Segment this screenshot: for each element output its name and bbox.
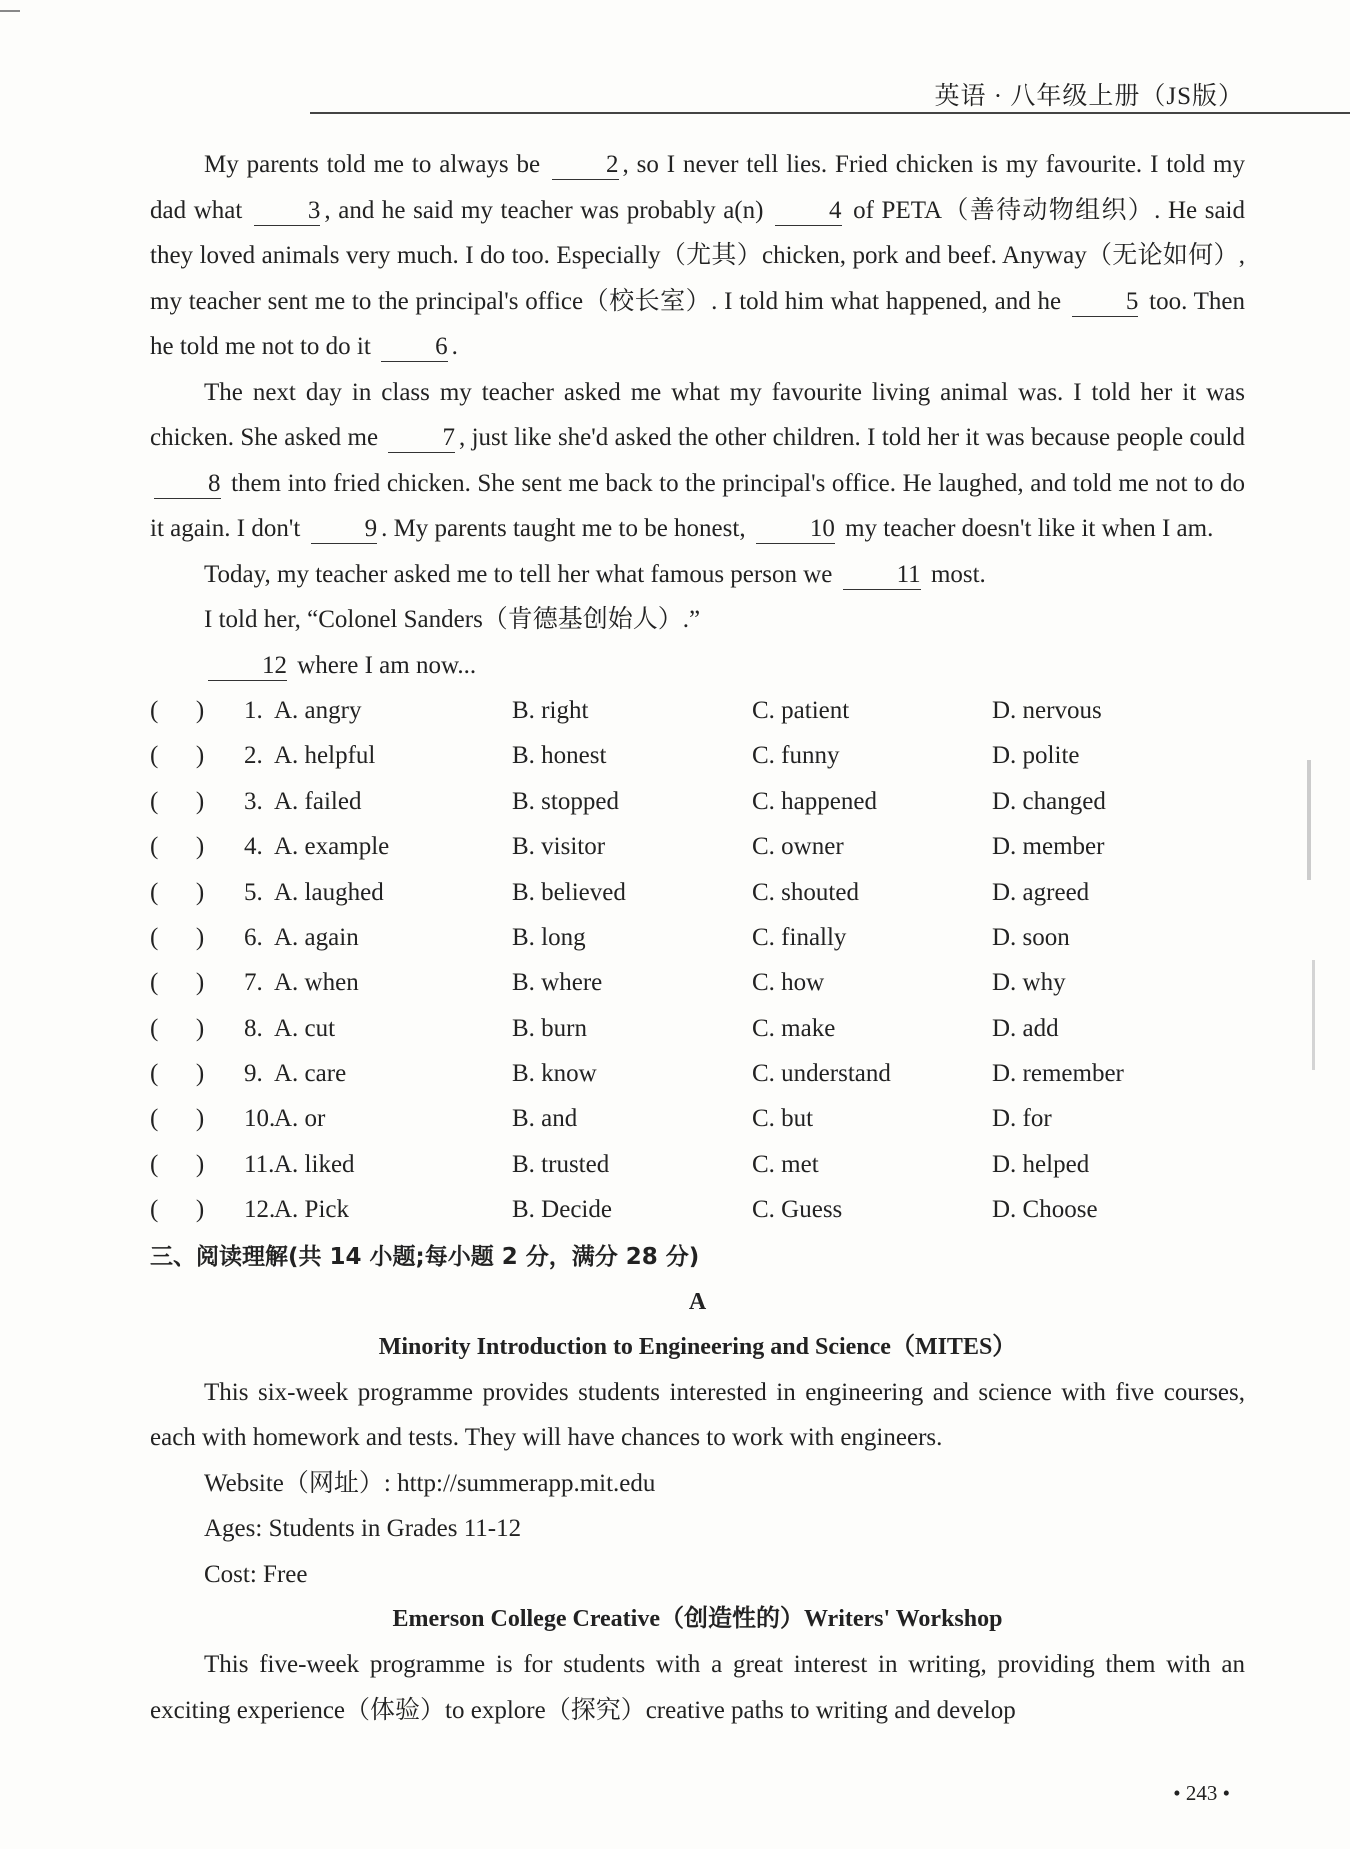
choice-row — [150, 733, 1245, 778]
passage-text: where I am now... — [291, 651, 477, 679]
passage-text: Today, my teacher asked me to tell her what famous person we — [204, 560, 839, 588]
emerson-description: This five-week programme is for students with a great interest in writing, providing them with an exciting experience（体验）to explore（探究）creative paths to writing and develop — [150, 1651, 1245, 1724]
option-a[interactable]: A. when — [274, 969, 359, 997]
question-number: 8. — [244, 1014, 263, 1042]
option-b[interactable]: B. right — [512, 696, 589, 724]
passage-text: too. Then he told me not to do it — [150, 287, 1245, 360]
option-b[interactable]: B. stopped — [512, 787, 619, 815]
question-number: 3. — [244, 787, 263, 815]
option-b[interactable]: B. burn — [512, 1014, 587, 1042]
passage-text: , so I never tell lies. Fried chicken is my favourite. I told my dad what — [150, 151, 1245, 224]
option-c[interactable]: C. but — [752, 1105, 814, 1133]
page-content — [150, 142, 1245, 1733]
answer-blank[interactable]: 11 — [843, 561, 921, 590]
option-b[interactable]: B. and — [512, 1105, 578, 1133]
scan-artifact — [0, 10, 20, 12]
question-number: 12. — [244, 1196, 276, 1224]
page-header — [0, 66, 1350, 116]
question-number: 5. — [244, 878, 263, 906]
option-d[interactable]: D. Choose — [992, 1196, 1098, 1224]
scan-artifact — [1312, 960, 1315, 1070]
choice-row — [150, 824, 1245, 869]
passage-text: my teacher doesn't like it when I am. — [838, 515, 1214, 542]
answer-paren[interactable]: ( ) — [150, 696, 205, 724]
choice-row — [150, 960, 1245, 1005]
option-c[interactable]: C. make — [752, 1014, 836, 1042]
answer-paren[interactable]: ( ) — [150, 1014, 205, 1042]
passage-text: . — [451, 333, 458, 360]
passage-text: I told her, “Colonel Sanders（肯德基创始人）.” — [204, 606, 701, 633]
mites-website: Website（网址）: http://summerapp.mit.edu — [204, 1469, 656, 1497]
option-d[interactable]: D. soon — [992, 923, 1070, 951]
answer-blank[interactable]: 6 — [381, 333, 448, 362]
passage-paragraph — [150, 552, 1245, 598]
option-b[interactable]: B. believed — [512, 878, 626, 906]
answer-paren[interactable]: ( ) — [150, 1196, 205, 1224]
answer-paren[interactable]: ( ) — [150, 878, 205, 906]
option-a[interactable]: A. example — [274, 833, 390, 861]
option-a[interactable]: A. failed — [274, 787, 362, 815]
option-a[interactable]: A. again — [274, 923, 359, 951]
option-c[interactable]: C. how — [752, 969, 825, 997]
passage-text: them into fried chicken. She sent me back to the principal's office. He laughed, and told me not to do it again. I don't — [150, 469, 1245, 542]
passage-text: , just like she'd asked the other children. I told her it was because people could — [458, 424, 1245, 451]
option-d[interactable]: D. changed — [992, 787, 1106, 815]
question-number: 4. — [244, 833, 263, 861]
choice-list — [150, 688, 1245, 1233]
option-b[interactable]: B. where — [512, 969, 603, 997]
option-b[interactable]: B. trusted — [512, 1150, 610, 1178]
passage-paragraph — [150, 142, 1245, 370]
option-b[interactable]: B. honest — [512, 742, 607, 770]
passage-text: My parents told me to always be — [204, 151, 549, 178]
answer-blank[interactable]: 4 — [775, 197, 842, 226]
option-b[interactable]: B. Decide — [512, 1196, 612, 1224]
option-d[interactable]: D. why — [992, 969, 1066, 997]
answer-paren[interactable]: ( ) — [150, 1060, 205, 1088]
answer-paren[interactable]: ( ) — [150, 742, 205, 770]
answer-paren[interactable]: ( ) — [150, 1150, 205, 1178]
question-number: 2. — [244, 742, 263, 770]
answer-paren[interactable]: ( ) — [150, 923, 205, 951]
header-title: 英语 · 八年级上册（JS版） — [934, 83, 1244, 110]
part-label: A — [688, 1288, 707, 1315]
answer-blank[interactable]: 8 — [154, 470, 221, 499]
option-a[interactable]: A. Pick — [274, 1196, 349, 1224]
option-a[interactable]: A. cut — [274, 1014, 336, 1042]
passage-text: The next day in class my teacher asked me what my favourite living animal was. I told her it was chicken. She asked me — [150, 378, 1245, 451]
option-c[interactable]: C. met — [752, 1150, 819, 1178]
section-title: 三、阅读理解(共 14 小题;每小题 2 分，满分 28 分) — [150, 1243, 700, 1270]
question-number: 11. — [244, 1150, 275, 1178]
choice-row — [150, 1006, 1245, 1051]
passage-text: most. — [924, 560, 986, 588]
passage-text: , and he said my teacher was probably a(n) — [324, 196, 772, 224]
answer-paren[interactable]: ( ) — [150, 969, 205, 997]
choice-row — [150, 1097, 1245, 1142]
option-c[interactable]: C. understand — [752, 1060, 891, 1088]
choice-row — [150, 915, 1245, 960]
option-d[interactable]: D. polite — [992, 742, 1080, 770]
option-a[interactable]: A. care — [274, 1060, 347, 1088]
scan-artifact — [1307, 760, 1311, 880]
option-d[interactable]: D. member — [992, 833, 1105, 861]
answer-blank[interactable]: 5 — [1072, 288, 1139, 317]
answer-blank[interactable]: 3 — [254, 197, 321, 226]
option-c[interactable]: C. happened — [752, 787, 877, 815]
mites-description: This six-week programme provides students interested in engineering and science with five courses, each with homework and tests. They will have chances to work with engineers. — [150, 1378, 1245, 1452]
choice-row — [150, 1142, 1245, 1187]
question-number: 9. — [244, 1060, 263, 1088]
mites-ages: Ages: Students in Grades 11-12 — [204, 1515, 522, 1543]
choice-row — [150, 688, 1245, 733]
question-number: 1. — [244, 696, 263, 724]
emerson-title: Emerson College Creative（创造性的）Writers' Workshop — [392, 1606, 1003, 1633]
choice-row — [150, 779, 1245, 824]
passage-paragraph — [150, 597, 1245, 643]
header-rule — [310, 112, 1350, 114]
option-b[interactable]: B. visitor — [512, 833, 606, 861]
option-b[interactable]: B. know — [512, 1060, 597, 1088]
passage-text: . My parents taught me to be honest, — [381, 515, 752, 542]
answer-blank[interactable]: 2 — [552, 151, 619, 180]
question-number: 7. — [244, 969, 263, 997]
option-c[interactable]: C. funny — [752, 742, 840, 770]
answer-blank[interactable]: 10 — [756, 515, 835, 544]
answer-blank[interactable]: 12 — [208, 652, 287, 681]
answer-paren[interactable]: ( ) — [150, 1105, 205, 1133]
option-a[interactable]: A. helpful — [274, 742, 376, 770]
choice-row — [150, 1051, 1245, 1096]
choice-row — [150, 870, 1245, 915]
option-d[interactable]: D. nervous — [992, 696, 1102, 724]
option-c[interactable]: C. patient — [752, 696, 850, 724]
answer-blank[interactable]: 9 — [311, 515, 378, 544]
answer-blank[interactable]: 7 — [388, 424, 455, 453]
option-a[interactable]: A. laughed — [274, 878, 384, 906]
option-d[interactable]: D. add — [992, 1014, 1059, 1042]
mites-title: Minority Introduction to Engineering and Science（MITES） — [378, 1333, 1017, 1360]
option-d[interactable]: D. helped — [992, 1150, 1090, 1178]
option-c[interactable]: C. finally — [752, 923, 847, 951]
option-c[interactable]: C. shouted — [752, 878, 859, 906]
page-number: • 243 • — [1173, 1781, 1230, 1805]
passage-text: of PETA（善待动物组织）. He said they loved animals very much. I do too. Especially（尤其）chicken, pork and beef. Anyway（无论如何）, my teacher sent me to the principal's office（校长室）. I told him what happened, and he — [150, 196, 1246, 315]
option-b[interactable]: B. long — [512, 923, 586, 951]
option-a[interactable]: A. angry — [274, 696, 362, 724]
option-d[interactable]: D. remember — [992, 1060, 1124, 1088]
option-c[interactable]: C. Guess — [752, 1196, 843, 1224]
question-number: 6. — [244, 923, 263, 951]
mites-cost: Cost: Free — [204, 1560, 308, 1588]
cloze-passage — [150, 142, 1245, 688]
option-a[interactable]: A. or — [274, 1105, 326, 1133]
answer-paren[interactable]: ( ) — [150, 787, 205, 815]
choice-row — [150, 1187, 1245, 1232]
option-c[interactable]: C. owner — [752, 833, 844, 861]
question-number: 10. — [244, 1105, 276, 1133]
option-d[interactable]: D. agreed — [992, 878, 1090, 906]
answer-paren[interactable]: ( ) — [150, 833, 205, 861]
option-a[interactable]: A. liked — [274, 1150, 355, 1178]
option-d[interactable]: D. for — [992, 1105, 1052, 1133]
passage-paragraph — [150, 370, 1245, 552]
passage-paragraph — [150, 643, 1245, 689]
